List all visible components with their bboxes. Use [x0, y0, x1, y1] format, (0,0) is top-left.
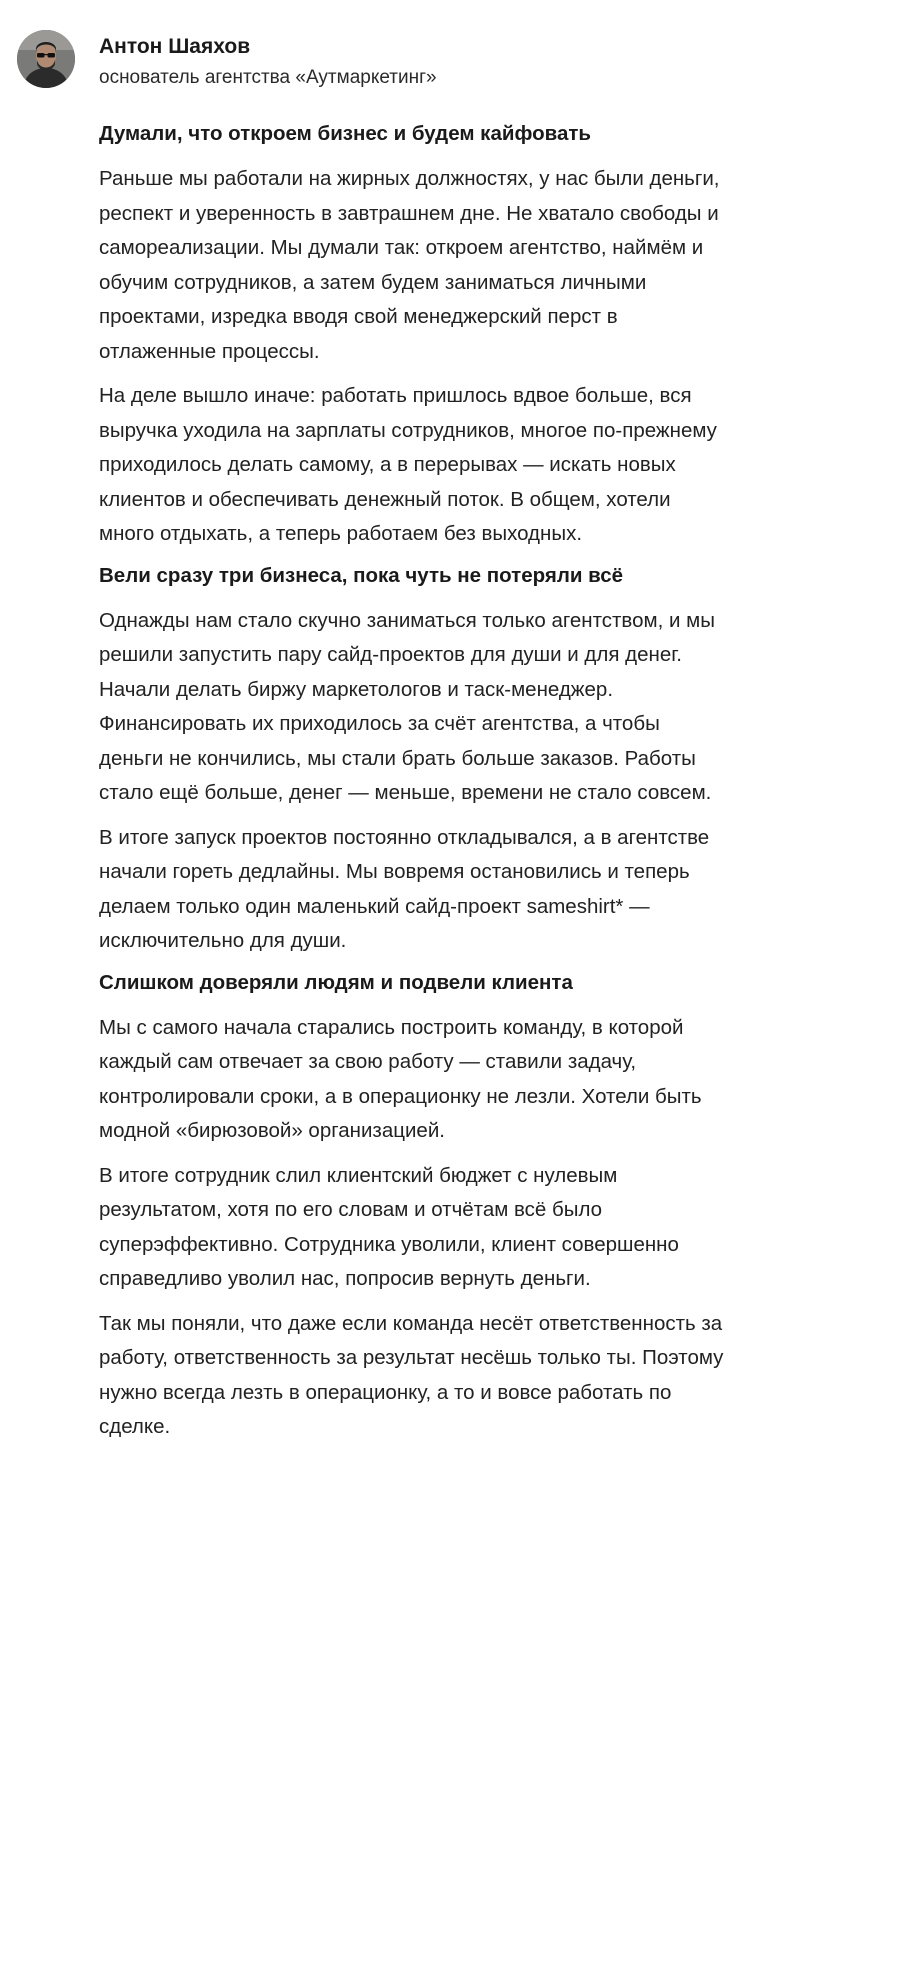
section-heading: Вели сразу три бизнеса, пока чуть не потеряли всё [99, 563, 624, 587]
paragraph: На деле вышло иначе: работать пришлось вдвое больше, вся выручка уходила на зарплаты сотрудников, многое по-прежнему приходилось делать самому, а в перерывах — искать новых клиентов и обеспечивать денежный поток. В общем, хотели много отдыхать, а теперь работаем без выходных. [99, 384, 717, 545]
author-name: Антон Шаяхов [99, 35, 251, 58]
paragraph: Мы с самого начала старались построить команду, в которой каждый сам отвечает за свою работу — ставили задачу, контролировали сроки, а в операционку не лезли. Хотели быть модной «бирюзовой» организацией. [99, 1015, 702, 1142]
paragraph: Раньше мы работали на жирных должностях, у нас были деньги, респект и уверенность в завтрашнем дне. Не хватало свободы и самореализации. Мы думали так: откроем агентство, наймём и обучим сотрудников, а затем будем заниматься личными проектами, изредка вводя свой менеджерский перст в отлаженные процессы. [99, 167, 720, 363]
section-heading: Думали, что откроем бизнес и будем кайфовать [99, 122, 592, 145]
paragraph: В итоге сотрудник слил клиентский бюджет с нулевым результатом, хотя по его словам и отчётам всё было суперэффективно. Сотрудника уволили, клиент совершенно справедливо уволил нас, попросив вернуть деньги. [99, 1163, 679, 1290]
paragraph: В итоге запуск проектов постоянно откладывался, а в агентстве начали гореть дедлайны. Мы вовремя остановились и теперь делаем только один маленький сайд-проект sameshirt* — исключительно для души. [99, 825, 710, 952]
author-block [17, 30, 913, 90]
article-body [99, 120, 724, 1445]
section-heading: Слишком доверяли людям и подвели клиента [99, 970, 573, 994]
person-photo-icon[interactable] [17, 30, 75, 88]
paragraph: Так мы поняли, что даже если команда несёт ответственность за работу, ответственность за результат несёшь только ты. Поэтому нужно всегда лезть в операционку, а то и вовсе работать по сделке. [99, 1311, 724, 1438]
author-role: основатель агентства «Аутмаркетинг» [99, 67, 437, 88]
paragraph: Однажды нам стало скучно заниматься только агентством, и мы решили запустить пару сайд-проектов для души и для денег. Начали делать биржу маркетологов и таск-менеджер. Финансировать их приходилось за счёт агентства, а чтобы деньги не кончились, мы стали брать больше заказов. Работы стало ещё больше, денег — меньше, времени не стало совсем. [99, 608, 715, 804]
